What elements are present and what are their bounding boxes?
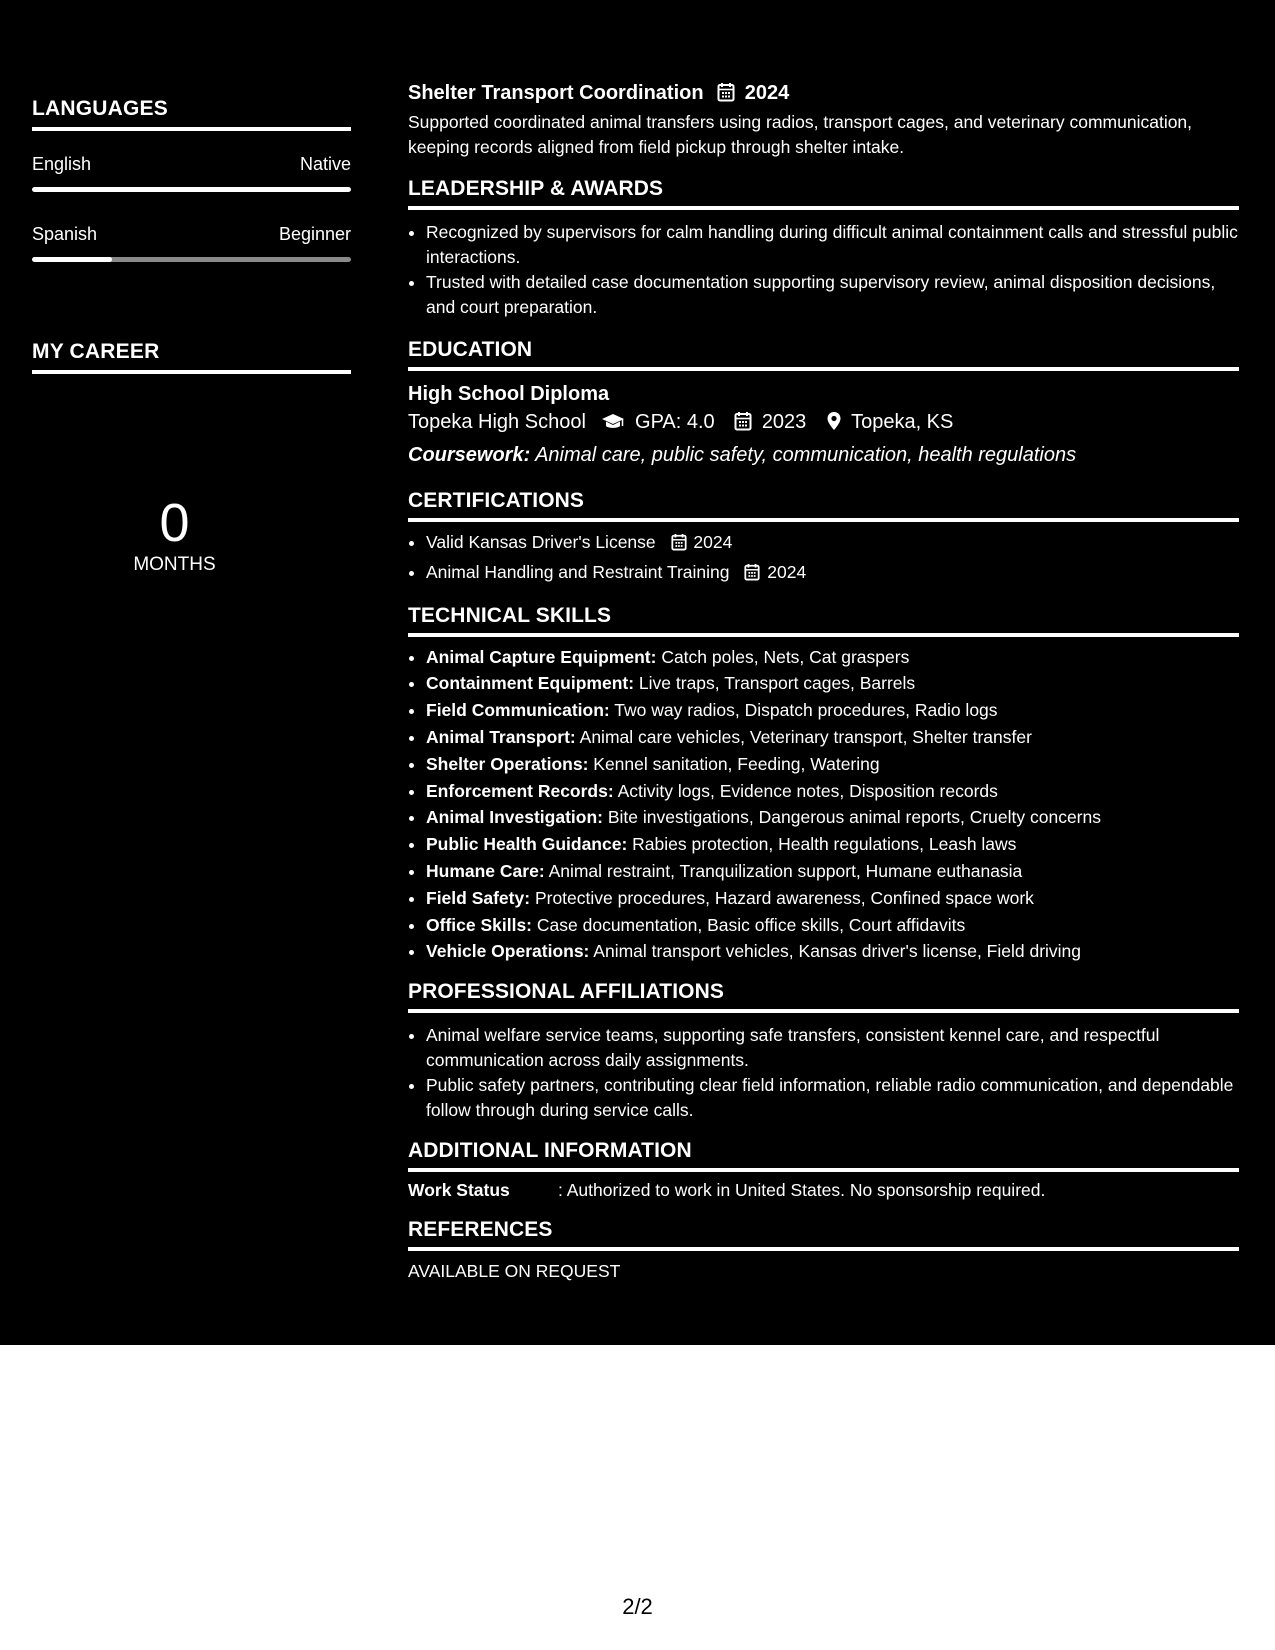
skill-label: Humane Care: — [426, 860, 545, 881]
languages-rule — [32, 127, 351, 131]
coursework-label: Coursework: — [408, 444, 531, 466]
certification-name: Animal Handling and Restraint Training — [426, 561, 730, 582]
skill-label: Public Health Guidance: — [426, 834, 628, 855]
skills-heading: TECHNICAL SKILLS — [408, 603, 612, 627]
language-item — [32, 153, 351, 192]
skills-rule — [408, 633, 1239, 637]
education-section — [408, 337, 1239, 470]
location-pin-icon — [826, 410, 842, 440]
skill-value: Kennel sanitation, Feeding, Watering — [593, 753, 880, 774]
calendar-icon — [734, 410, 752, 440]
list-item — [426, 751, 1239, 778]
list-item — [426, 670, 1239, 697]
school-name: Topeka High School — [408, 411, 586, 433]
list-item — [426, 831, 1239, 858]
skill-value: Rabies protection, Health regulations, Leash laws — [632, 834, 1017, 855]
affiliations-heading: PROFESSIONAL AFFILIATIONS — [408, 980, 724, 1004]
skill-value: Live traps, Transport cages, Barrels — [638, 673, 916, 694]
language-name: Spanish — [32, 224, 98, 244]
skill-value: Activity logs, Evidence notes, Disposition records — [617, 780, 998, 801]
language-proficiency-fill — [32, 257, 112, 262]
leadership-section — [408, 176, 1239, 320]
references-heading: REFERENCES — [408, 1218, 553, 1242]
additional-heading: ADDITIONAL INFORMATION — [408, 1139, 692, 1163]
skill-label: Field Communication: — [426, 700, 610, 721]
career-rule — [32, 370, 351, 374]
list-item — [426, 885, 1239, 912]
skill-value: Animal transport vehicles, Kansas driver's license, Field driving — [593, 941, 1082, 962]
list-item: • Public safety partners, contributing clear field information, reliable radio communication, and dependable follow through during service calls. — [426, 1073, 1239, 1123]
language-proficiency-fill — [32, 187, 351, 192]
education-details — [408, 407, 1239, 440]
list-item — [426, 938, 1239, 965]
skill-label: Containment Equipment: — [426, 673, 635, 694]
skill-value: Animal restraint, Tranquilization support, Humane euthanasia — [548, 860, 1023, 881]
additional-section — [408, 1138, 1239, 1203]
skills-section — [408, 603, 1239, 966]
leadership-rule — [408, 206, 1239, 210]
certification-name: Valid Kansas Driver's License — [426, 532, 656, 552]
education-rule — [408, 367, 1239, 371]
references-rule — [408, 1247, 1239, 1251]
certification-year: 2024 — [693, 532, 733, 552]
list-item — [426, 778, 1239, 805]
certifications-rule — [408, 518, 1239, 522]
sidebar — [32, 96, 351, 576]
calendar-icon — [744, 562, 760, 589]
skill-label: Animal Transport: — [426, 726, 576, 747]
list-item — [426, 697, 1239, 724]
calendar-icon — [671, 532, 687, 559]
certification-year: 2024 — [767, 561, 807, 582]
skill-value: Protective procedures, Hazard awareness, Confined space work — [534, 887, 1034, 908]
career-summary — [32, 494, 317, 576]
references-section — [408, 1217, 1239, 1284]
education-year: 2023 — [761, 411, 807, 433]
language-name: English — [32, 154, 92, 174]
list-item — [426, 858, 1239, 885]
list-item: • Recognized by supervisors for calm handling during difficult animal containment calls and stressful public interactions. — [426, 220, 1239, 270]
affiliations-section — [408, 979, 1239, 1123]
work-status-value: : Authorized to work in United States. No sponsorship required. — [558, 1180, 1046, 1201]
skill-value: Two way radios, Dispatch procedures, Radio logs — [614, 700, 998, 721]
certifications-section — [408, 488, 1239, 589]
list-item — [426, 529, 1239, 559]
skill-label: Animal Investigation: — [426, 807, 603, 828]
main-content — [408, 80, 1239, 1284]
language-proficiency-bar — [32, 257, 351, 262]
language-item — [32, 223, 351, 262]
skill-label: Shelter Operations: — [426, 753, 589, 774]
project-entry — [408, 80, 1239, 160]
skill-value: Case documentation, Basic office skills, Court affidavits — [536, 914, 966, 935]
coursework-list: Animal care, public safety, communication, health regulations — [535, 444, 1077, 466]
skill-value: Bite investigations, Dangerous animal reports, Cruelty concerns — [607, 807, 1101, 828]
list-item: • Trusted with detailed case documentation supporting supervisory review, animal disposition decisions, and court preparation. — [426, 270, 1239, 320]
affiliations-rule — [408, 1009, 1239, 1013]
degree-title: High School Diploma — [408, 383, 610, 405]
list-item — [426, 559, 1239, 589]
project-title: Shelter Transport Coordination — [408, 82, 704, 104]
skill-label: Office Skills: — [426, 914, 533, 935]
language-level: Native — [299, 154, 351, 174]
skill-label: Field Safety: — [426, 887, 531, 908]
work-status-row — [408, 1178, 1239, 1203]
list-item: • Animal welfare service teams, supporting safe transfers, consistent kennel care, and respectful communication across daily assignments. — [426, 1023, 1239, 1073]
language-proficiency-bar — [32, 187, 351, 192]
career-heading: MY CAREER — [32, 340, 160, 363]
graduation-cap-icon — [601, 410, 625, 440]
skills-list — [408, 644, 1239, 966]
skill-label: Enforcement Records: — [426, 780, 614, 801]
career-value: 0 — [159, 493, 190, 553]
additional-rule — [408, 1168, 1239, 1172]
page-number: 2/2 — [622, 1594, 653, 1619]
education-gpa: GPA: 4.0 — [635, 411, 715, 433]
calendar-icon — [717, 82, 735, 109]
career-unit: MONTHS — [133, 554, 216, 575]
languages-heading: LANGUAGES — [32, 97, 168, 120]
skill-label: Animal Capture Equipment: — [426, 646, 657, 667]
education-location: Topeka, KS — [851, 411, 954, 433]
list-item — [426, 912, 1239, 939]
education-heading: EDUCATION — [408, 338, 533, 361]
list-item — [426, 804, 1239, 831]
project-description: Supported coordinated animal transfers using radios, transport cages, and veterinary communication, keeping records aligned from field pickup through shelter intake. — [408, 112, 1193, 157]
certifications-heading: CERTIFICATIONS — [408, 489, 585, 512]
skill-value: Animal care vehicles, Veterinary transport, Shelter transfer — [579, 726, 1032, 747]
references-text: AVAILABLE ON REQUEST — [408, 1261, 621, 1282]
list-item — [426, 724, 1239, 751]
list-item — [426, 644, 1239, 671]
project-year: 2024 — [744, 82, 790, 104]
skill-label: Vehicle Operations: — [426, 941, 590, 962]
work-status-label: Work Status — [408, 1180, 510, 1201]
leadership-heading: LEADERSHIP & AWARDS — [408, 177, 664, 200]
coursework — [408, 440, 1239, 470]
language-level: Beginner — [278, 224, 351, 244]
skill-value: Catch poles, Nets, Cat graspers — [661, 646, 910, 667]
